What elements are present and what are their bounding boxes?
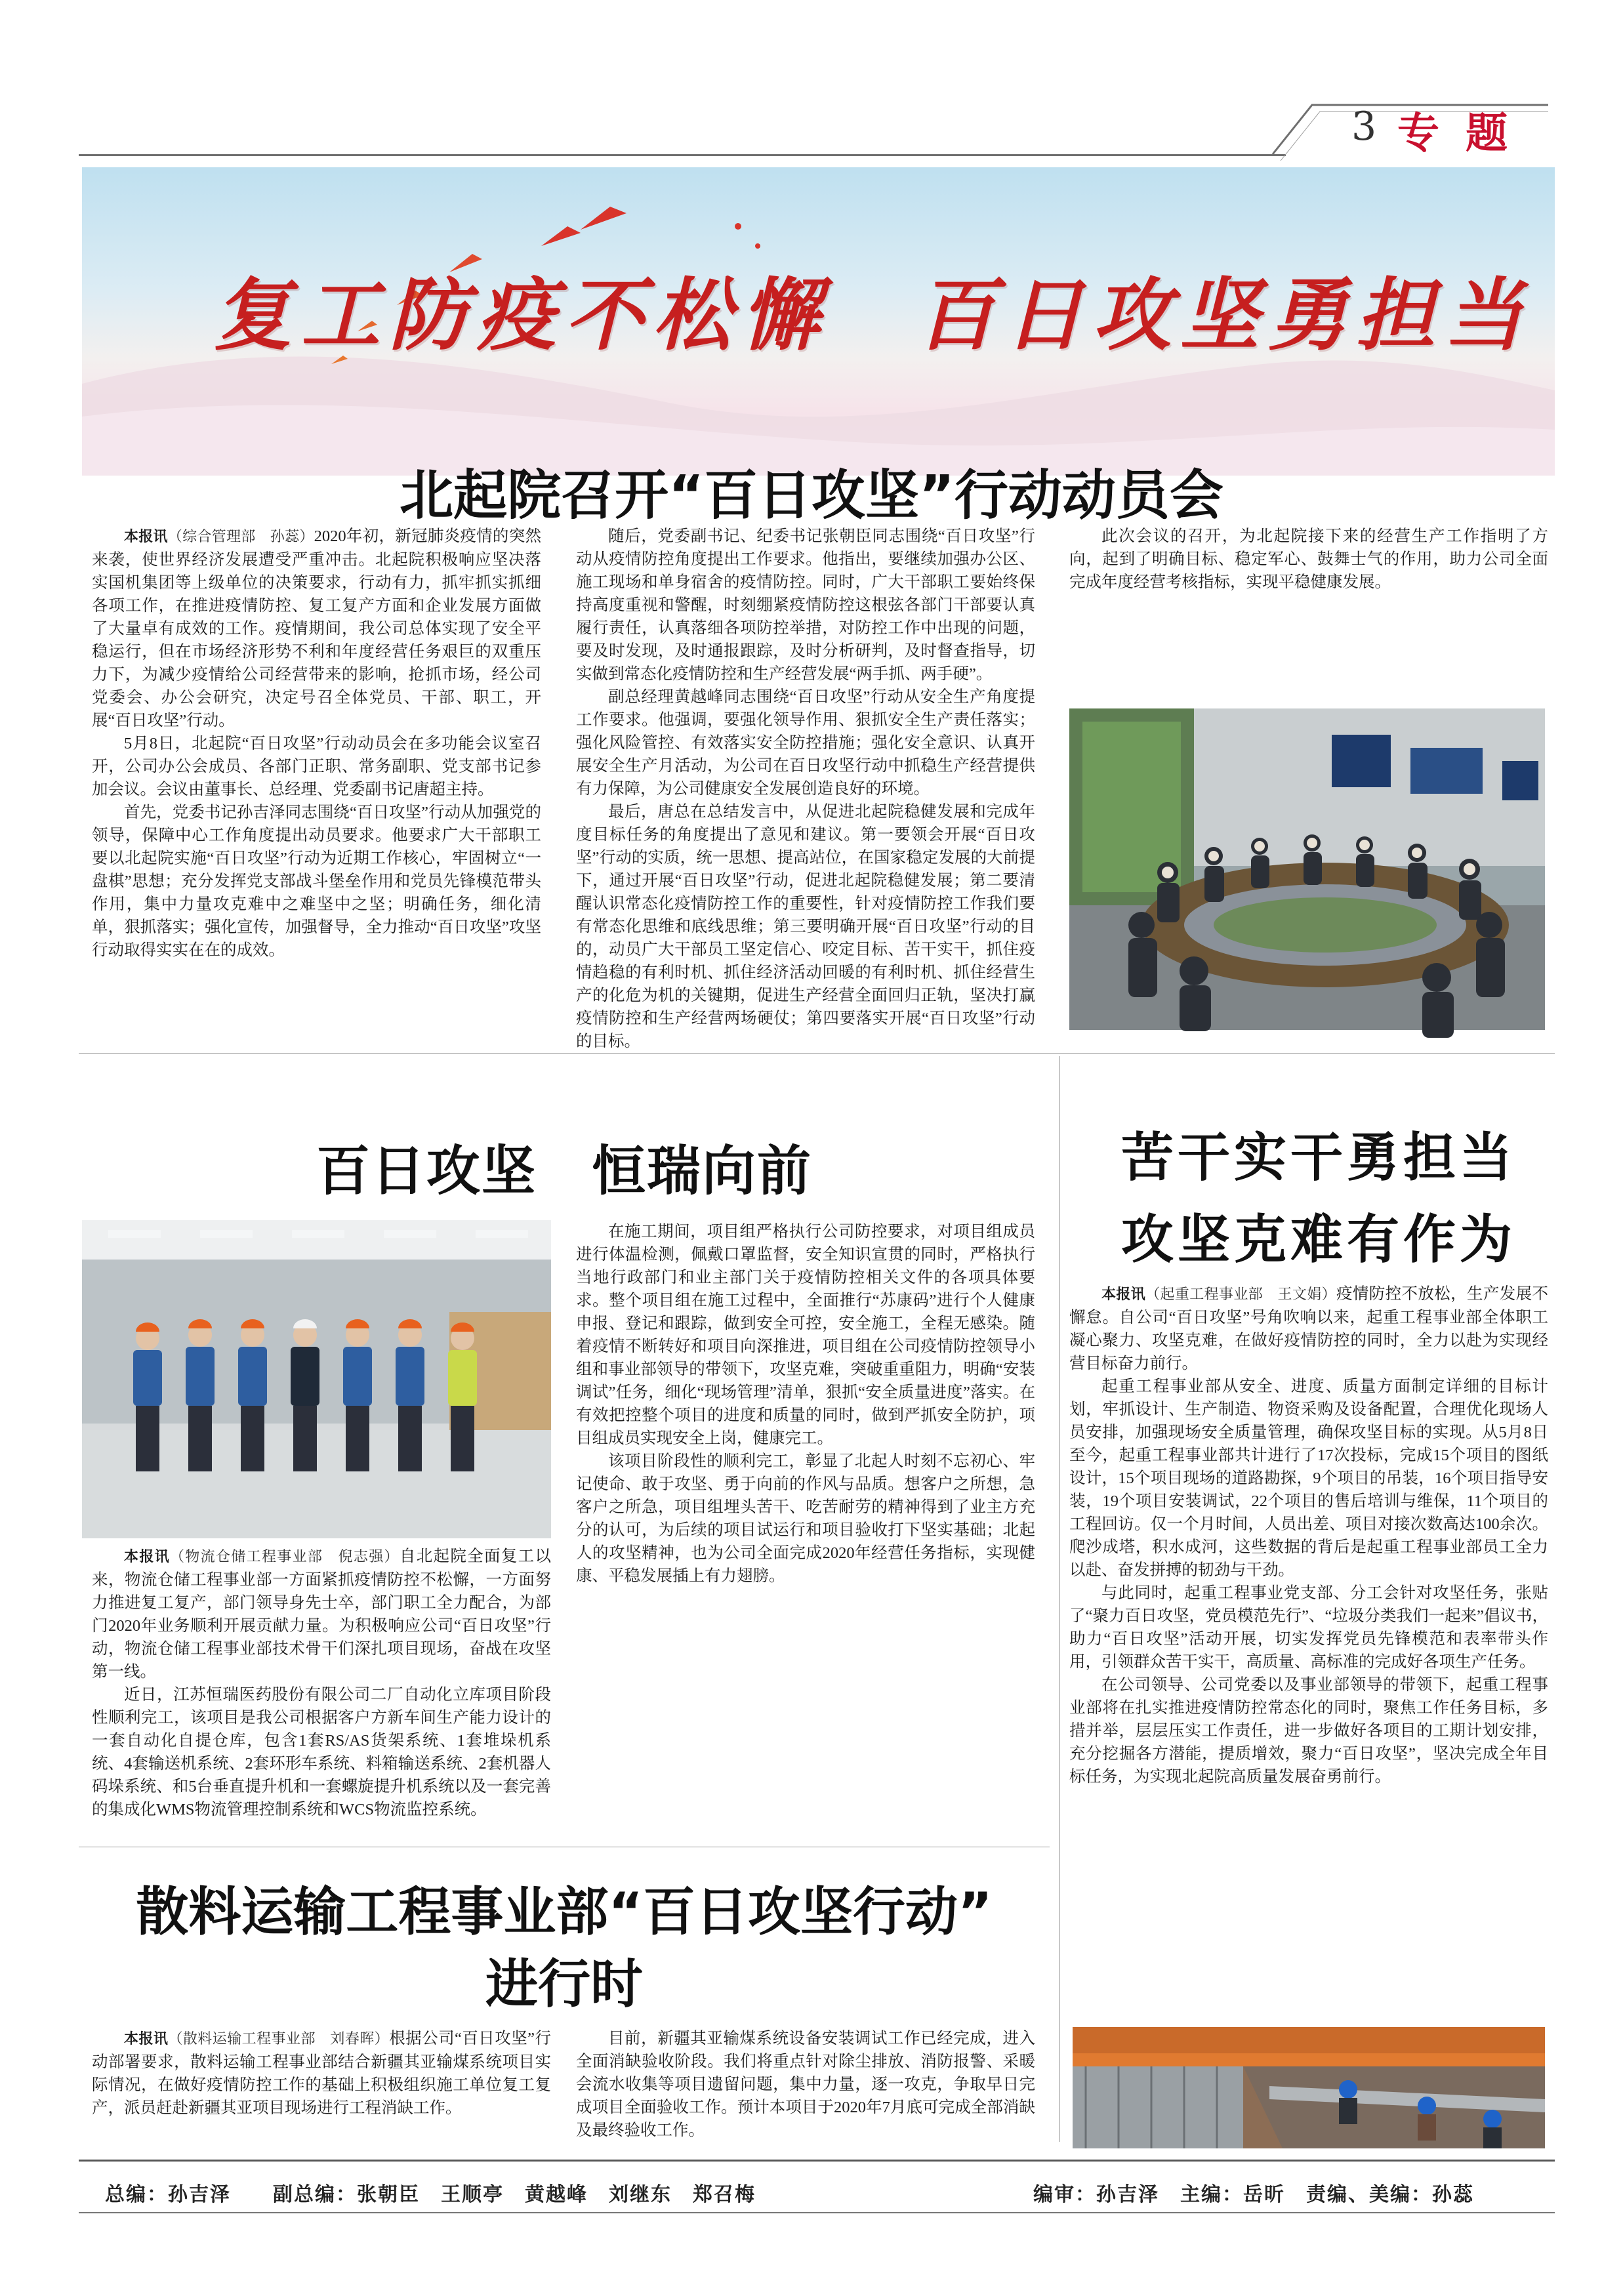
article1-column-2	[576, 525, 1035, 1050]
article1-p6: 最后，唐总在总结发言中，从促进北起院稳健发展和完成年度目标任务的角度提出了意见和建议。第一要领会开展“百日攻坚”行动的实质，统一思想、提高站位，在国家稳定发展的大前提下，通过开展“百日攻坚”行动，促进北起院稳健发展；第二要清醒认识常态化疫情防控工作的重要性，针对疫情防控工作我们要有常态化思维和底线思维；第三要明确开展“百日攻坚”行动的目的，动员广大干部员工坚定信心、咬定目标、苦干实干，抓住疫情趋稳的有利时机、抓住经济活动回暖的有利时机、抓住经营生产的化危为机的关键期，促进生产经营全面回归正轨，坚决打赢疫情防控和生产经营两场硬仗；第四要落实开展“百日攻坚”行动的目标。	[576, 803, 1035, 1050]
article2-source: （物流仓储工程事业部 倪志强）	[169, 1548, 400, 1565]
section-title: 专题	[1397, 109, 1534, 158]
vertical-divider	[1059, 1056, 1060, 2142]
article4-title-line2: 进行时	[485, 1954, 643, 2015]
article2-column-1	[92, 1545, 551, 1853]
footer-editors-left: 总编：孙吉泽 副总编：张朝臣 王顺亭 黄越峰 刘继东 郑召梅	[105, 2183, 756, 2206]
article4-column-1	[92, 2027, 551, 2145]
meeting-photo	[1069, 708, 1545, 1030]
article3-p2: 起重工程事业部从安全、进度、质量方面制定详细的目标计划，牢抓设计、生产制造、物资采购及设备配置，合理优化现场人员安排，加强现场安全质量管理，确保攻坚目标的实现。从5月8日至今，起重工程事业部共计进行了17次投标，完成15个项目的图纸设计，15个项目现场的道路勘探，9个项目的吊装，16个项目指导安装，19个项目安装调试，22个项目的售后培训与维保，11个项目的工程回访。仅一个月时间，人员出差、项目对接次数高达100余次。爬沙成塔，积水成河，这些数据的背后是起重工程事业部员工全力以赴、奋发拼搏的韧劲与干劲。	[1069, 1378, 1548, 1579]
article2-p3: 在施工期间，项目组严格执行公司防控要求，对项目组成员进行体温检测，佩戴口罩监督，安全知识宣贯的同时，严格执行当地行政部门和业主部门关于疫情防控相关文件的各项具体要求。整个项目组在施工过程中，全面推行“苏康码”进行个人健康申报、登记和跟踪，做到安全可控，安全施工，全程无感染。随着疫情不断转好和项目向深推进，项目组在公司疫情防控领导小组和事业部领导的带领下，攻坚克难，突破重重阻力，明确“安装调试”任务，细化“现场管理”清单，狠抓“安全质量进度”落实。在有效把控整个项目的进度和质量的同时，做到严抓安全防护，项目组成员实现安全上岗，健康完工。	[576, 1223, 1035, 1447]
article4-p2: 目前，新疆其亚输煤系统设备安装调试工作已经完成，进入全面消缺验收阶段。我们将重点针对除尘排放、消防报警、采暖会流水收集等项目遗留问题，集中力量，逐一攻克，争取早日完成项目全面验收工作。预计本项目于2020年7月底可完成全部消缺及最终验收工作。	[576, 2030, 1035, 2139]
header-rule	[79, 154, 1286, 156]
article4-column-2	[576, 2027, 1035, 2145]
article1-column-3	[1069, 525, 1548, 695]
article1-p7: 此次会议的召开，为北起院接下来的经营生产工作指明了方向，起到了明确目标、稳定军心、鼓舞士气的作用，助力公司全面完成年度经营考核指标，实现平稳健康发展。	[1069, 527, 1548, 591]
article2-column-2	[576, 1220, 1035, 1850]
article3-title-line2: 攻坚克难有作为	[1121, 1209, 1516, 1270]
article4-title-line1: 散料运输工程事业部“百日攻坚行动”	[136, 1881, 993, 1942]
crane-work-photo-illustration	[1073, 2027, 1545, 2148]
article4-lead: 本报讯	[124, 2031, 169, 2047]
team-photo-illustration	[82, 1220, 551, 1538]
article2-p2: 近日，江苏恒瑞医药股份有限公司二厂自动化立库项目阶段性顺利完工，该项目是我公司根据客户方新车间生产能力设计的一套自动化自提仓库，包含1套RS/AS货架系统、1套堆垛机系统、4套输送机系统、2套环形车系统、料箱输送系统、2套机器人码垛系统、和5台垂直提升机和一套螺旋提升机系统以及一套完善的集成化WMS物流管理控制系统和WCS物流监控系统。	[92, 1686, 551, 1818]
team-photo	[82, 1220, 551, 1538]
article1-divider	[79, 1053, 1555, 1054]
footer-rule-top	[79, 2160, 1555, 2162]
meeting-photo-illustration	[1069, 708, 1545, 1030]
article2-lead: 本报讯	[124, 1549, 170, 1565]
article4-source: （散料运输工程事业部 刘春晖）	[168, 2030, 390, 2047]
article1-p2: 5月8日，北起院“百日攻坚”行动动员会在多功能会议室召开，公司办公会成员、各部门正职、常务副职、党支部书记参加会议。会议由董事长、总经理、党委副书记唐超主持。	[92, 735, 541, 798]
article1-p4: 随后，党委副书记、纪委书记张朝臣同志围绕“百日攻坚”行动从疫情防控角度提出工作要求。他指出，要继续加强办公区、施工现场和单身宿舍的疫情防控。同时，广大干部职工要始终保持高度重视和警醒，时刻绷紧疫情防控这根弦各部门干部要认真履行责任，认真落细各项防控举措，对防控工作中出现的问题，要及时发现，及时通报跟踪，及时分析研判，及时督查指导，切实做到常态化疫情防控和生产经营发展“两手抓、两手硬”。	[576, 527, 1035, 683]
article3-column	[1069, 1282, 1548, 2020]
article2-title: 百日攻坚 恒瑞向前	[316, 1140, 812, 1202]
footer-rule-bottom	[79, 2212, 1555, 2213]
article3-p4: 在公司领导、公司党委以及事业部领导的带领下，起重工程事业部将在扎实推进疫情防控常态化的同时，聚焦工作任务目标，多措并举，层层压实工作责任，进一步做好各项目的工期计划安排，充分挖掘各方潜能，提质增效，聚力“百日攻坚”，坚决完成全年目标任务，为实现北起院高质量发展奋勇前行。	[1069, 1676, 1548, 1786]
article3-title-line1: 苦干实干勇担当	[1121, 1127, 1516, 1188]
article3-source: （起重工程事业部 王文娟）	[1145, 1286, 1336, 1302]
crane-work-photo	[1073, 2027, 1545, 2148]
article2-p1: 自北起院全面复工以来，物流仓储工程事业部一方面紧抓疫情防控不松懈，一方面努力推进复工复产，部门领导身先士卒，部门职工全力配合，为部门2020年业务顺利开展贡献力量。为积极响应公司“百日攻坚”行动，物流仓储工程事业部技术骨干们深扎项目现场，奋战在攻坚第一线。	[92, 1548, 551, 1681]
banner	[82, 167, 1555, 476]
article1-lead: 本报讯	[124, 529, 168, 545]
article1-title: 北起院召开“百日攻坚”行动动员会	[400, 464, 1223, 527]
article1-p1: 2020年初，新冠肺炎疫情的突然来袭，使世界经济发展遭受严重冲击。北起院积极响应坚决落实国机集团等上级单位的决策要求，行动有力，抓牢抓实抓细各项工作，在推进疫情防控、复工复产方面和企业发展方面做了大量卓有成效的工作。疫情期间，我公司总体实现了安全平稳运行，但在市场经济形势不利和年度经营任务艰巨的双重压力下，为减少疫情给公司经营带来的影响，抢抓市场，经公司党委会、办公会研究，决定号召全体党员、干部、职工，开展“百日攻坚”行动。	[92, 527, 541, 729]
article2-p4: 该项目阶段性的顺利完工，彰显了北起人时刻不忘初心、牢记使命、敢于攻坚、勇于向前的作风与品质。想客户之所想，急客户之所急，项目组埋头苦干、吃苦耐劳的精神得到了业主方充分的认可，为后续的项目试运行和项目验收打下坚实基础；北起人的攻坚精神，也为公司全面完成2020年经营任务指标，实现健康、平稳发展插上有力翅膀。	[576, 1452, 1035, 1585]
banner-title: 复工防疫不松懈 百日攻坚勇担当	[213, 269, 1532, 361]
article3-lead: 本报讯	[1101, 1286, 1146, 1303]
article3-p1: 疫情防控不放松，生产发展不懈怠。自公司“百日攻坚”号角吹响以来，起重工程事业部全体职工凝心聚力、攻坚克难，在做好疫情防控的同时，全力以赴为实现经营目标奋力前行。	[1069, 1285, 1548, 1372]
article1-p3: 首先，党委书记孙吉泽同志围绕“百日攻坚”行动从加强党的领导，保障中心工作角度提出动员要求。他要求广大干部职工要以北起院实施“百日攻坚”行动为近期工作核心，牢固树立“一盘棋”思想；充分发挥党支部战斗堡垒作用和党员先锋模范带头作用，集中力量攻克难中之难坚中之坚；明确任务，细化清单，狠抓落实；强化宣传，加强督导，全力推动“百日攻坚”攻坚行动取得实实在在的成效。	[92, 804, 541, 959]
article1-p5: 副总经理黄越峰同志围绕“百日攻坚”行动从安全生产角度提工作要求。他强调，要强化领导作用、狠抓安全生产责任落实；强化风险管控、有效落实安全防控措施；强化安全意识、认真开展安全生产月活动，为公司在百日攻坚行动中抓稳生产经营提供有力保障，为公司健康安全发展创造良好的环境。	[576, 688, 1035, 798]
article4-p1: 根据公司“百日攻坚”行动部署要求，散料运输工程事业部结合新疆其亚输煤系统项目实际情况，在做好疫情防控工作的基础上积极组织施工单位复工复产，派员赶赴新疆其亚项目现场进行工程消缺工作。	[92, 2030, 551, 2117]
page-number: 3	[1351, 104, 1377, 150]
article1-source: （综合管理部 孙蕊）	[167, 528, 314, 544]
footer-editors-right: 编审：孙吉泽 主编：岳昕 责编、美编：孙蕊	[1033, 2183, 1474, 2206]
article3-p3: 与此同时，起重工程事业党支部、分工会针对攻坚任务，张贴了“聚力百日攻坚，党员模范先行”、“垃圾分类我们一起来”倡议书，助力“百日攻坚”活动开展，切实发挥党员先锋模范和表率带头作用，引领群众苦干实干，高质量、高标准的完成好各项生产任务。	[1069, 1584, 1548, 1671]
article1-column-1	[92, 525, 541, 1027]
